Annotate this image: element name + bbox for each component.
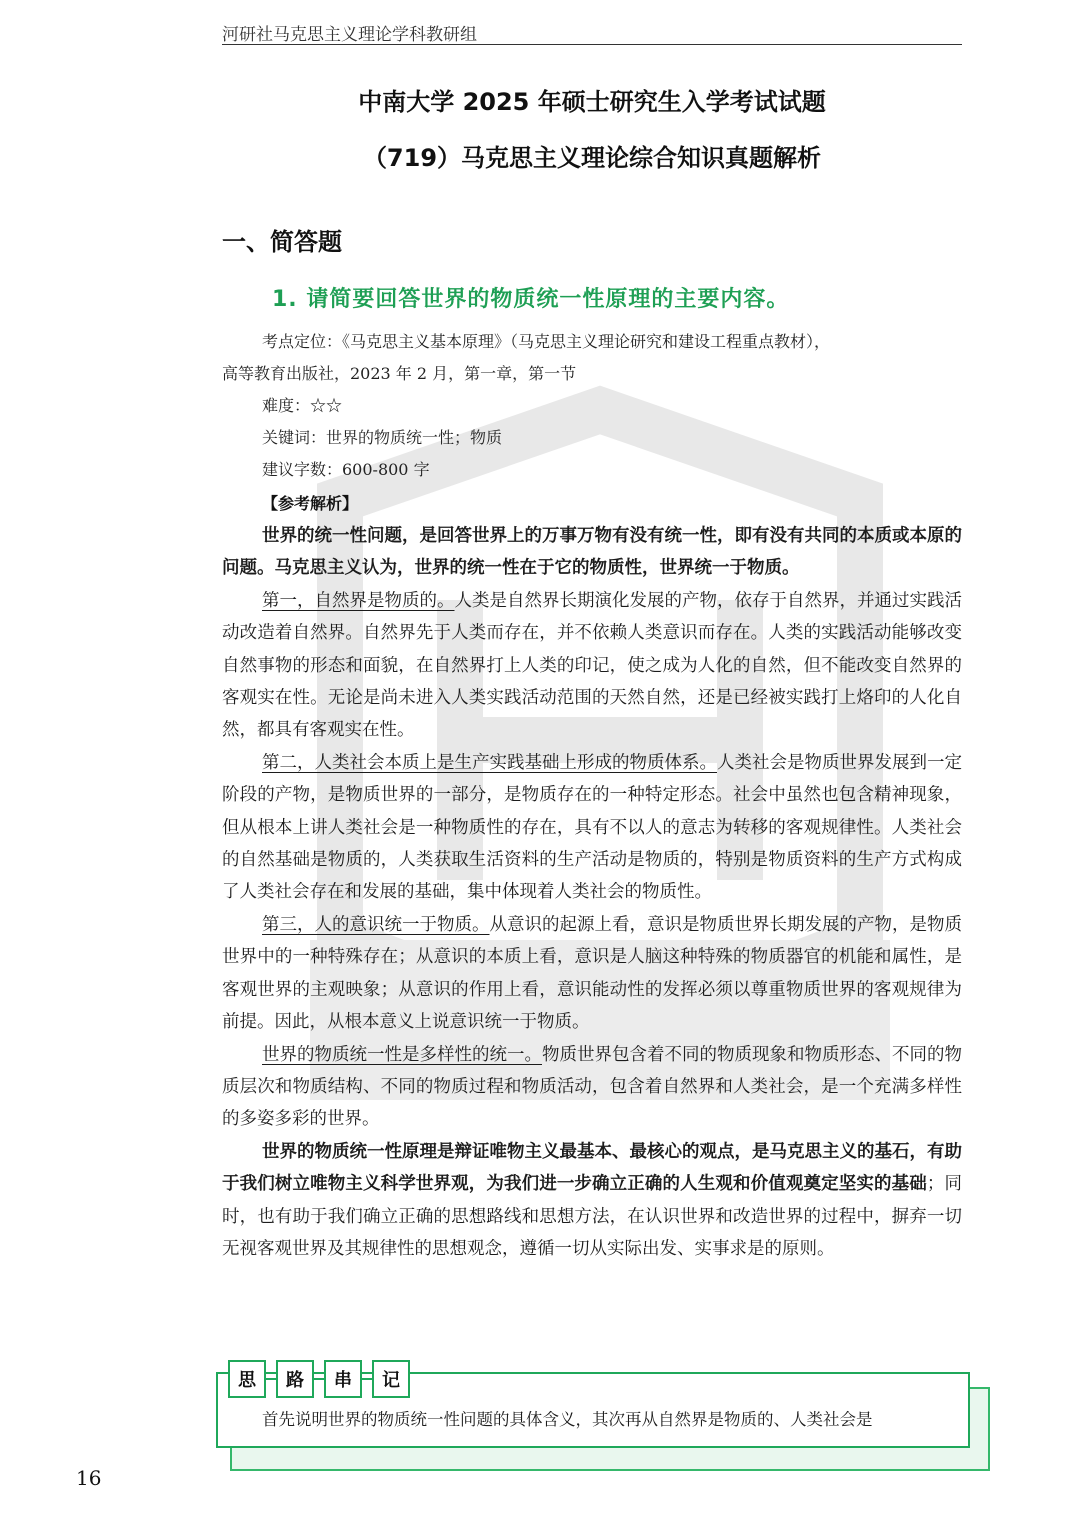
point-1-body: 人类是自然界长期演化发展的产物，依存于自然界，并通过实践活动改造着自然界。自然界先于人类而存在，并不依赖人类意识而存在。人类的实践活动能够改变自然事物的形态和面貌，在自然界打上人类的印记，使之成为人化的自然，但不能改变自然界的客观实在性。无论是尚未进入人类实践活动范围的天然自然，还是已经被实践打上烙印的人化自然，都具有客观实在性。 xyxy=(222,590,962,741)
header-rule xyxy=(222,44,962,45)
point-2-head: 第二，人类社会本质上是生产实践基础上形成的物质体系。 xyxy=(262,752,717,773)
meta-word-count: 建议字数：600-800 字 xyxy=(262,460,430,479)
answer-point-3 xyxy=(222,909,962,1039)
page-title: 中南大学 2025 年硕士研究生入学考试试题 xyxy=(358,88,826,116)
running-head: 河研社马克思主义理论学科教研组 xyxy=(222,25,477,45)
conclusion-rest: ；同时，也有助于我们确立正确的思想路线和思想方法，在认识世界和改造世界的过程中，摒弃一切无视客观世界及其规律性的思想观念，遵循一切从实际出发、实事求是的原则。 xyxy=(222,1174,962,1259)
summary-box-tabs xyxy=(228,1360,410,1398)
page-subtitle: （719）马克思主义理论综合知识真题解析 xyxy=(362,144,822,172)
summary-box-text: 首先说明世界的物质统一性问题的具体含义，其次再从自然界是物质的、人类社会是 xyxy=(262,1410,873,1429)
summary-tab-3: 串 xyxy=(324,1360,362,1398)
answer-point-2 xyxy=(222,747,962,909)
answer-body xyxy=(222,520,962,1265)
answer-point-4 xyxy=(222,1039,962,1136)
question-meta xyxy=(222,326,962,486)
point-1-head: 第一，自然界是物质的。 xyxy=(262,590,455,611)
summary-tab-2: 路 xyxy=(276,1360,314,1398)
reference-label: 【参考解析】 xyxy=(262,494,359,513)
answer-intro xyxy=(222,520,962,585)
meta-source-line2: 高等教育出版社，2023 年 2 月，第一章，第一节 xyxy=(222,364,577,383)
meta-keywords: 关键词：世界的物质统一性；物质 xyxy=(262,428,503,447)
conclusion-bold: 世界的物质统一性原理是辩证唯物主义最基本、最核心的观点，是马克思主义的基石，有助于我们树立唯物主义科学世界观，为我们进一步确立正确的人生观和价值观奠定坚实的基础 xyxy=(222,1141,962,1195)
point-3-body: 从意识的起源上看，意识是物质世界长期发展的产物，是物质世界中的一种特殊存在；从意识的本质上看，意识是人脑这种特殊的物质器官的机能和属性，是客观世界的主观映象；从意识的作用上看，意识能动性的发挥必须以尊重物质世界的客观规律为前提。因此，从根本意义上说意识统一于物质。 xyxy=(222,914,962,1033)
summary-tab-4: 记 xyxy=(372,1360,410,1398)
answer-conclusion xyxy=(222,1136,962,1266)
point-4-head: 世界的物质统一性是多样性的统一。 xyxy=(262,1044,542,1065)
section-heading: 一、简答题 xyxy=(222,228,342,256)
page-number: 16 xyxy=(76,1466,102,1490)
point-3-head: 第三，人的意识统一于物质。 xyxy=(262,914,490,935)
point-4-body: 物质世界包含着不同的物质现象和物质形态、不同的物质层次和物质结构、不同的物质过程和物质活动，包含着自然界和人类社会，是一个充满多样性的多姿多彩的世界。 xyxy=(222,1044,962,1130)
summary-tab-1: 思 xyxy=(228,1360,266,1398)
meta-difficulty: 难度：☆☆ xyxy=(262,396,343,415)
question-title: 1. 请简要回答世界的物质统一性原理的主要内容。 xyxy=(272,287,790,312)
answer-intro-text: 世界的统一性问题，是回答世界上的万事万物有没有统一性，即有没有共同的本质或本原的问题。马克思主义认为，世界的统一性在于它的物质性，世界统一于物质。 xyxy=(222,526,962,579)
meta-source-line1: 考点定位：《马克思主义基本原理》（马克思主义理论研究和建设工程重点教材）， xyxy=(262,332,831,351)
point-2-body: 人类社会是物质世界发展到一定阶段的产物，是物质世界的一部分，是物质存在的一种特定形态。社会中虽然也包含精神现象，但从根本上讲人类社会是一种物质性的存在，具有不以人的意志为转移的客观规律性。人类社会的自然基础是物质的，人类获取生活资料的生产活动是物质的，特别是物质资料的生产方式构成了人类社会存在和发展的基础，集中体现着人类社会的物质性。 xyxy=(222,752,962,903)
answer-point-1 xyxy=(222,585,962,747)
